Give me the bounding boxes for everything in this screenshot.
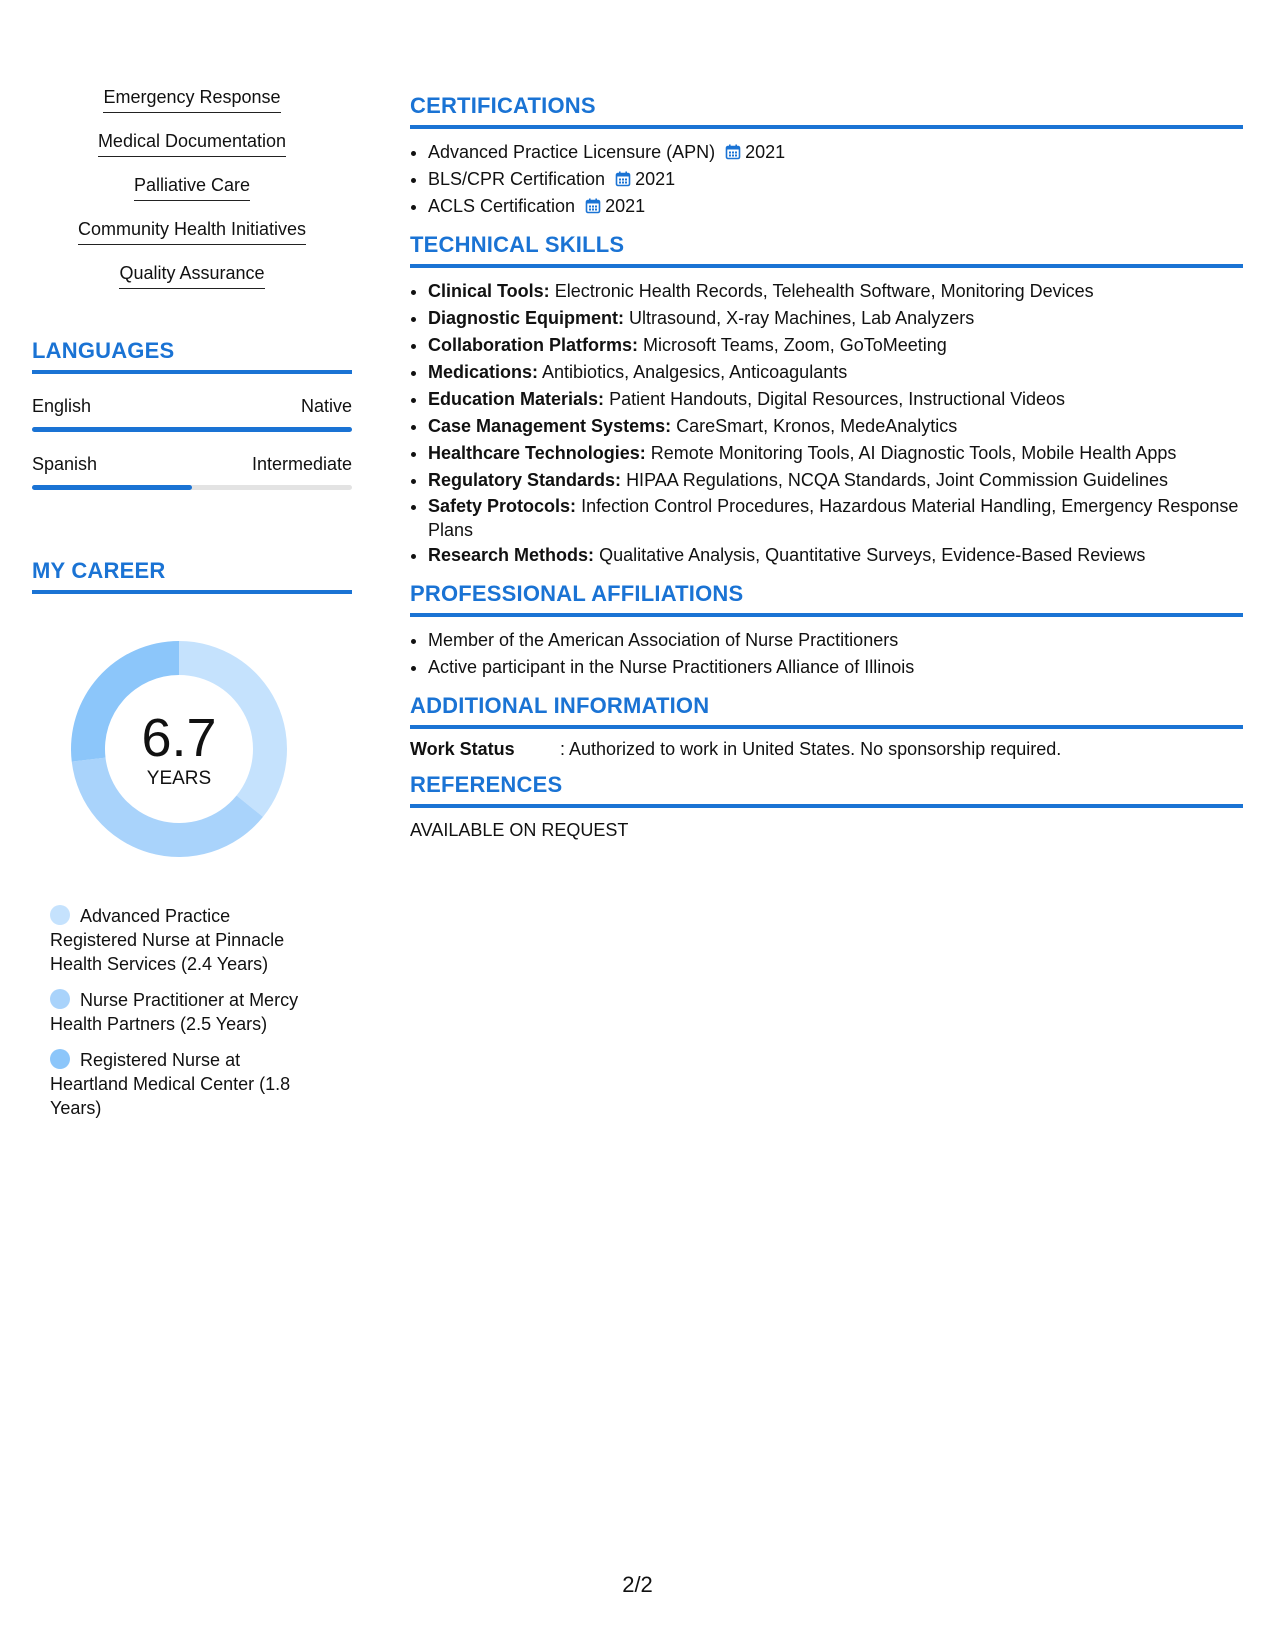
- right-column: [410, 93, 1243, 853]
- technical-skill-item: [428, 359, 1243, 386]
- references-text: AVAILABLE ON REQUEST: [410, 820, 629, 840]
- skill-item: Medical Documentation: [98, 130, 286, 157]
- career-total-years: 6.7: [141, 708, 217, 768]
- affiliation-item: • Member of the American Association of Nurse Practitioners: [428, 627, 1243, 654]
- certification-item: [428, 166, 1243, 193]
- certification-name: BLS/CPR Certification: [428, 169, 606, 189]
- legend-dot: [50, 989, 70, 1009]
- language-item: [32, 454, 352, 490]
- languages-title: LANGUAGES: [32, 338, 352, 374]
- skill-values: Electronic Health Records, Telehealth Software, Monitoring Devices: [554, 281, 1094, 301]
- certifications-section: [410, 93, 1243, 220]
- technical-skills-list: [410, 278, 1243, 569]
- references-title: REFERENCES: [410, 772, 1243, 808]
- additional-info-section: [410, 693, 1243, 760]
- legend-item: [50, 1048, 320, 1120]
- language-level: Intermediate: [251, 454, 352, 474]
- work-status-value: : Authorized to work in United States. No sponsorship required.: [560, 739, 1062, 759]
- calendar-icon: [585, 198, 601, 214]
- career-legend: [50, 904, 320, 1120]
- language-name: English: [32, 396, 92, 416]
- skill-values: Patient Handouts, Digital Resources, Instructional Videos: [609, 389, 1065, 409]
- technical-skill-item: [428, 494, 1243, 542]
- skill-category: Regulatory Standards:: [428, 470, 622, 490]
- additional-info-title: ADDITIONAL INFORMATION: [410, 693, 1243, 729]
- skill-category: Case Management Systems:: [428, 416, 672, 436]
- skill-category: Collaboration Platforms:: [428, 335, 639, 355]
- skill-category: Healthcare Technologies:: [428, 443, 646, 463]
- legend-dot: [50, 905, 70, 925]
- skill-values: Infection Control Procedures, Hazardous Material Handling, Emergency Response Plans: [428, 496, 1239, 540]
- skill-values: Ultrasound, X-ray Machines, Lab Analyzers: [629, 308, 975, 328]
- career-section: [32, 558, 352, 1120]
- language-name: Spanish: [32, 454, 98, 474]
- career-unit: YEARS: [146, 768, 212, 789]
- affiliations-title: PROFESSIONAL AFFILIATIONS: [410, 581, 1243, 617]
- skill-values: Qualitative Analysis, Quantitative Surveys, Evidence-Based Reviews: [599, 545, 1146, 565]
- legend-item: [50, 988, 320, 1036]
- certification-year: 2021: [605, 196, 646, 216]
- language-item: [32, 396, 352, 432]
- affiliations-list: [410, 627, 1243, 681]
- skill-category: Medications:: [428, 362, 539, 382]
- skill-item: Emergency Response: [103, 86, 280, 113]
- skill-values: HIPAA Regulations, NCQA Standards, Joint Commission Guidelines: [626, 470, 1168, 490]
- skill-item: Palliative Care: [134, 174, 250, 201]
- skill-category: Diagnostic Equipment:: [428, 308, 625, 328]
- skill-values: Antibiotics, Analgesics, Anticoagulants: [542, 362, 848, 382]
- technical-skill-item: [428, 440, 1243, 467]
- certifications-list: [410, 139, 1243, 220]
- calendar-icon: [615, 171, 631, 187]
- technical-skill-item: [428, 413, 1243, 440]
- skill-item: Quality Assurance: [119, 262, 264, 289]
- skill-item: Community Health Initiatives: [78, 218, 306, 245]
- references-section: [410, 772, 1243, 841]
- work-status-label: Work Status: [410, 739, 515, 759]
- technical-skill-item: [428, 332, 1243, 359]
- left-column: [32, 86, 352, 1132]
- legend-dot: [50, 1049, 70, 1069]
- skills-list: [32, 86, 352, 306]
- certification-item: [428, 139, 1243, 166]
- work-status-row: [410, 739, 1243, 760]
- skill-category: Research Methods:: [428, 545, 595, 565]
- career-title: MY CAREER: [32, 558, 352, 594]
- language-level-fill: [32, 427, 352, 432]
- skill-category: Clinical Tools:: [428, 281, 550, 301]
- technical-skill-item: [428, 305, 1243, 332]
- affiliations-section: [410, 581, 1243, 681]
- skill-values: Microsoft Teams, Zoom, GoToMeeting: [643, 335, 947, 355]
- calendar-icon: [725, 144, 741, 160]
- certifications-title: CERTIFICATIONS: [410, 93, 1243, 129]
- language-level: Native: [300, 396, 352, 416]
- page-number: 2/2: [622, 1572, 653, 1597]
- languages-section: [32, 338, 352, 490]
- career-donut-chart: [64, 634, 294, 864]
- legend-label: Advanced Practice Registered Nurse at Pinnacle Health Services (2.4 Years): [50, 906, 285, 974]
- certification-year: 2021: [635, 169, 676, 189]
- language-level-fill: [32, 485, 192, 490]
- skill-category: Education Materials:: [428, 389, 605, 409]
- affiliation-item: • Active participant in the Nurse Practitioners Alliance of Illinois: [428, 654, 1243, 681]
- skill-category: Safety Protocols:: [428, 496, 577, 516]
- technical-skill-item: [428, 542, 1243, 569]
- technical-skill-item: [428, 467, 1243, 494]
- legend-label: Registered Nurse at Heartland Medical Center (1.8 Years): [50, 1050, 291, 1118]
- skill-values: Remote Monitoring Tools, AI Diagnostic Tools, Mobile Health Apps: [650, 443, 1177, 463]
- certification-name: ACLS Certification: [428, 196, 576, 216]
- skill-values: CareSmart, Kronos, MedeAnalytics: [676, 416, 958, 436]
- certification-name: Advanced Practice Licensure (APN): [428, 142, 716, 162]
- technical-skills-section: [410, 232, 1243, 569]
- certification-item: [428, 193, 1243, 220]
- language-level-bar: [32, 427, 352, 432]
- legend-item: [50, 904, 320, 976]
- legend-label: Nurse Practitioner at Mercy Health Partners (2.5 Years): [50, 990, 299, 1034]
- technical-skills-title: TECHNICAL SKILLS: [410, 232, 1243, 268]
- language-level-bar: [32, 485, 352, 490]
- technical-skill-item: [428, 386, 1243, 413]
- certification-year: 2021: [745, 142, 786, 162]
- technical-skill-item: [428, 278, 1243, 305]
